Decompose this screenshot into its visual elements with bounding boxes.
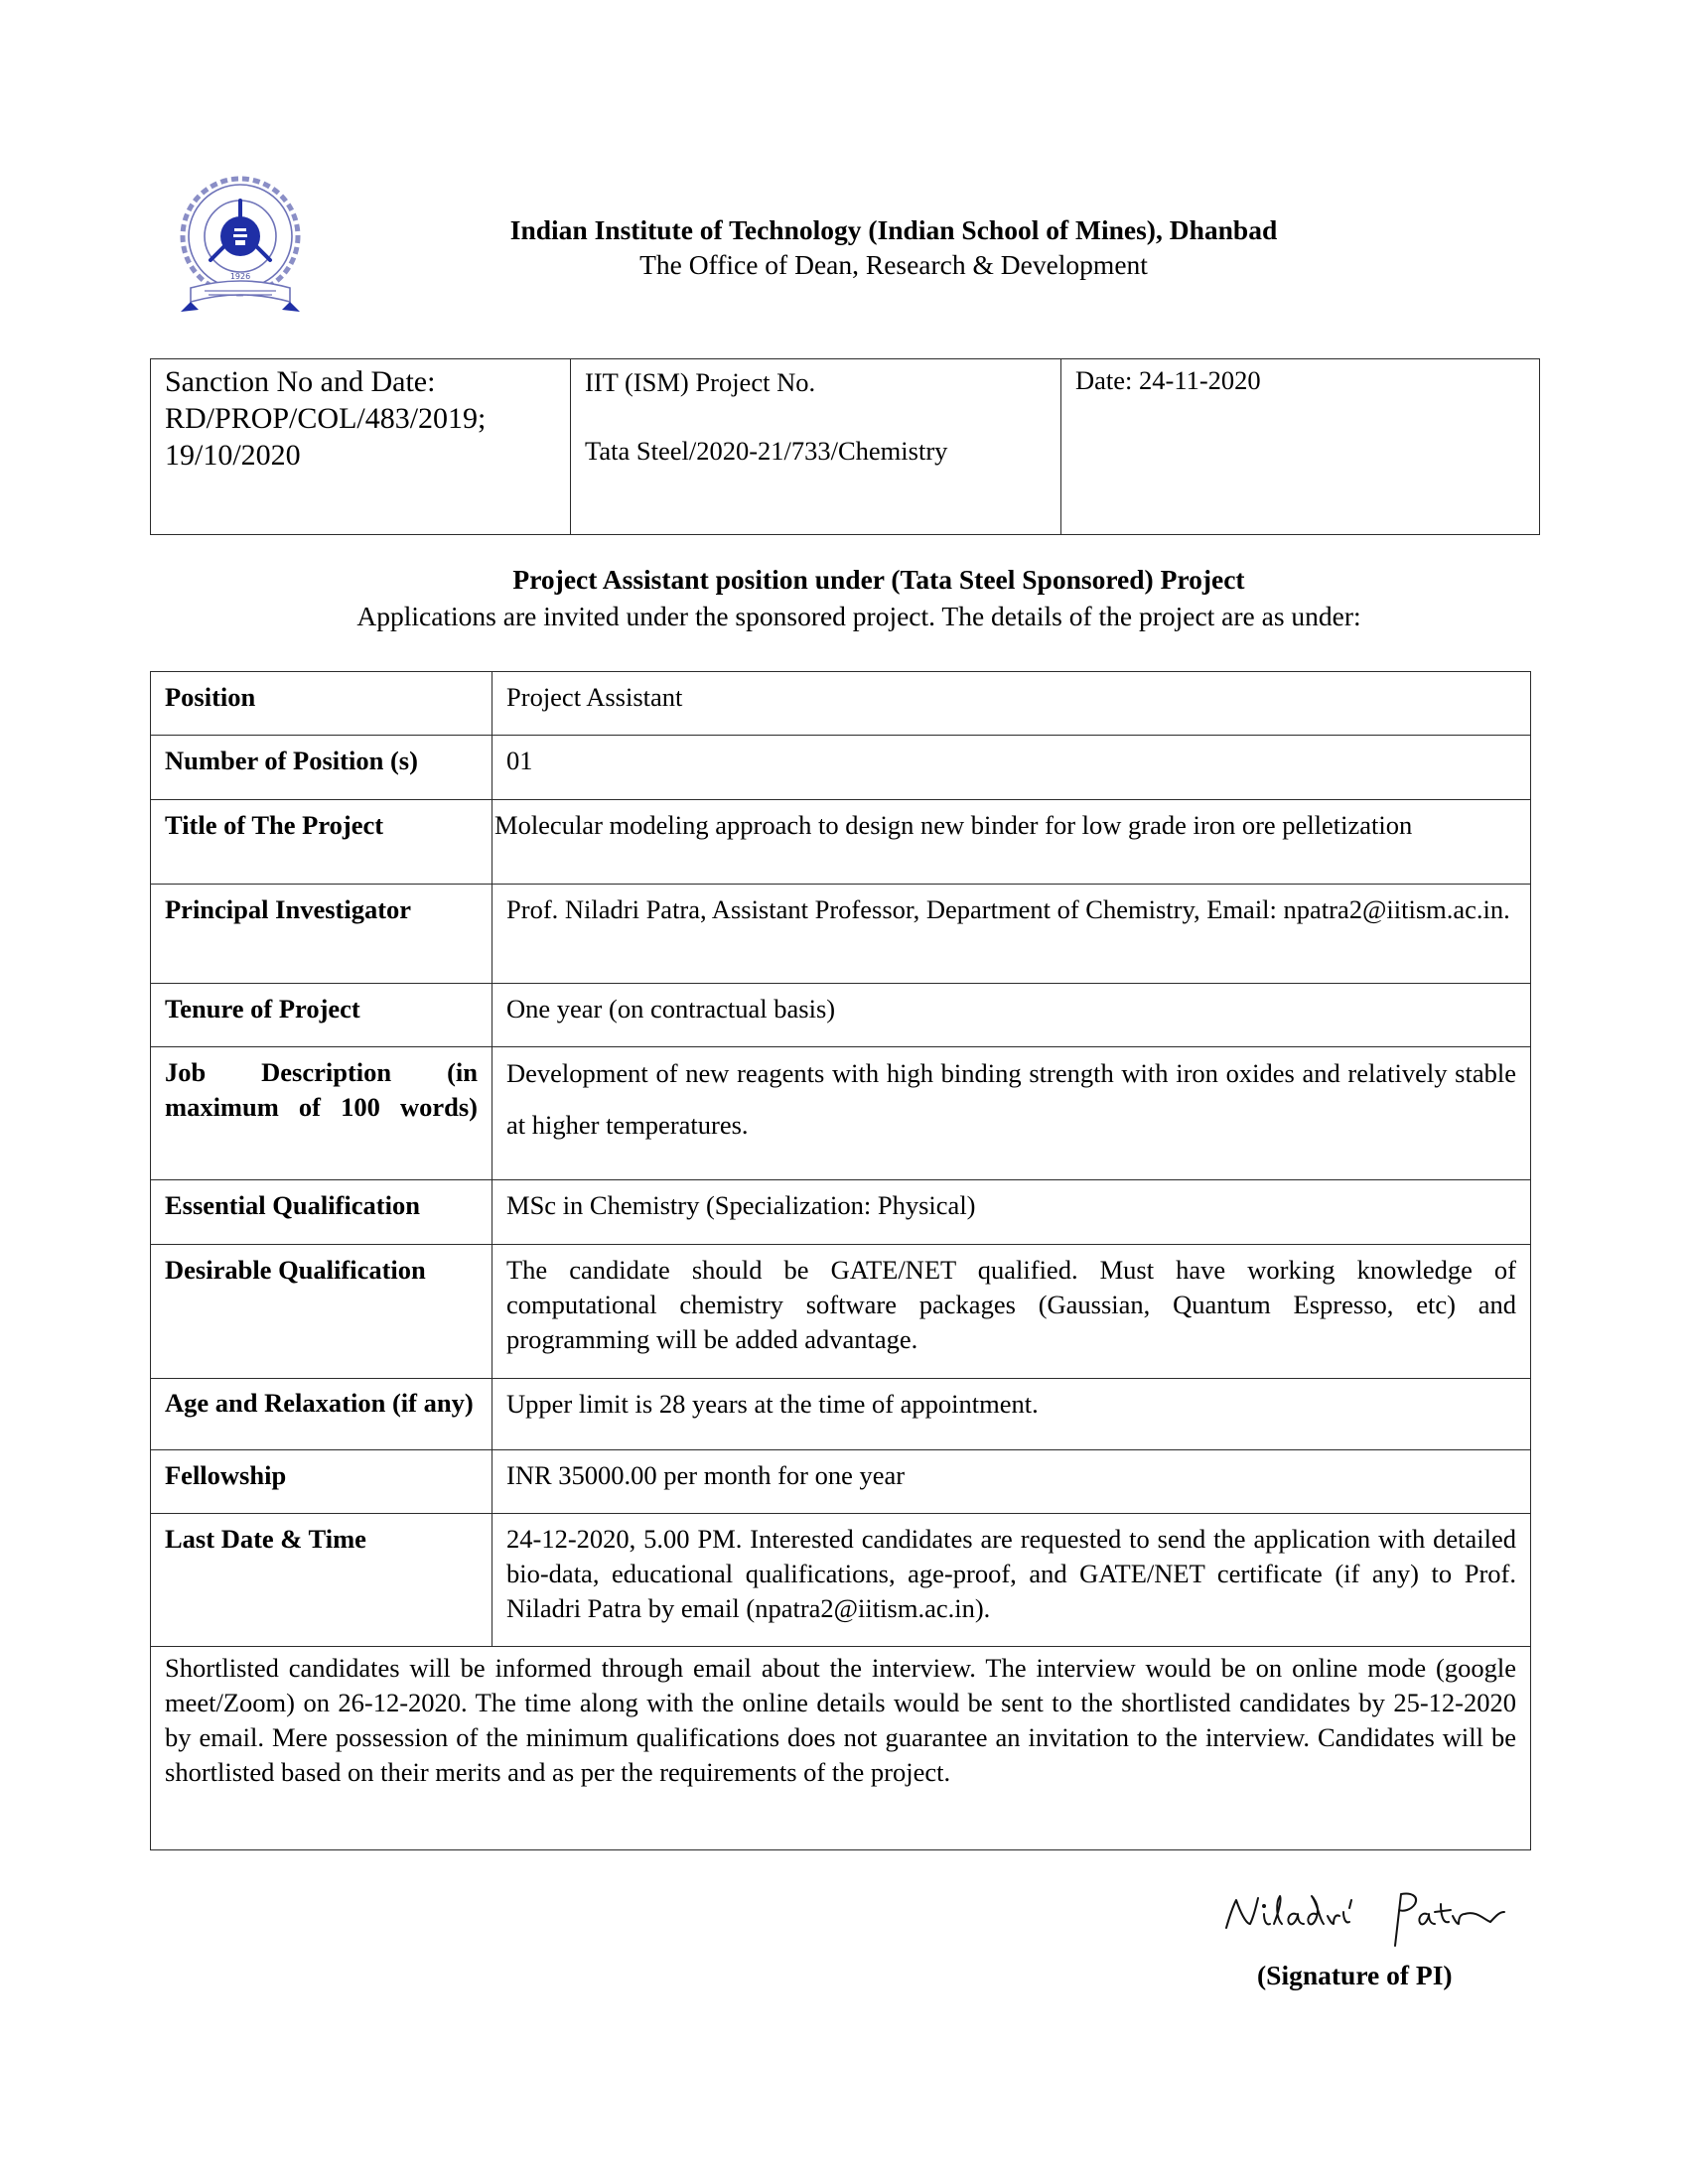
- details-row-tenure: [151, 984, 1531, 1047]
- row-value: Molecular modeling approach to design new binder for low grade iron ore pelletization: [492, 800, 1531, 885]
- row-value: Prof. Niladri Patra, Assistant Professor, Department of Chemistry, Email: npatra2@iitism.ac.in.: [492, 885, 1531, 984]
- details-row-last-date: [151, 1514, 1531, 1647]
- institute-name: Indian Institute of Technology (Indian School of Mines), Dhanbad: [509, 214, 1278, 245]
- sanction-date: 19/10/2020: [165, 439, 301, 472]
- details-row-project-title: [151, 800, 1531, 885]
- details-row-job-description: [151, 1047, 1531, 1180]
- sanction-row: [151, 359, 1540, 535]
- notice-intro: Applications are invited under the sponsored project. The details of the project are as under:: [356, 601, 1361, 631]
- details-table: [150, 671, 1531, 1850]
- row-label: [151, 1047, 492, 1180]
- sanction-number: RD/PROP/COL/483/2019;: [165, 402, 487, 435]
- details-row-footnote: [151, 1647, 1531, 1850]
- row-value: Development of new reagents with high binding strength with iron oxides and relatively stable at higher temperatures.: [492, 1047, 1531, 1180]
- details-row-principal-investigator: [151, 885, 1531, 984]
- handwritten-signature-icon: [1216, 1884, 1514, 1950]
- iit-ism-emblem-icon: [171, 171, 310, 325]
- row-label: Last Date & Time: [151, 1514, 492, 1647]
- row-label: Number of Position (s): [151, 736, 492, 800]
- row-label-text: Job Description (in maximum of 100 words): [165, 1057, 478, 1122]
- row-label: Principal Investigator: [151, 885, 492, 984]
- row-value: 24-12-2020, 5.00 PM. Interested candidates are requested to send the application with detailed bio-data, educational qualifications, age-proof, and GATE/NET certificate (if any) to Prof. Niladri Patra by email (npatra2@iitism.ac.in).: [492, 1514, 1531, 1647]
- details-row-desirable-qualification: [151, 1245, 1531, 1379]
- row-value: The candidate should be GATE/NET qualified. Must have working knowledge of computational chemistry software packages (Gaussian, Quantum Espresso, etc) and programming will be added advantage.: [492, 1245, 1531, 1379]
- date-cell: [1061, 359, 1540, 535]
- sanction-label: Sanction No and Date:: [165, 365, 436, 398]
- row-value: MSc in Chemistry (Specialization: Physical): [492, 1180, 1531, 1245]
- row-label: Age and Relaxation (if any): [151, 1379, 492, 1450]
- project-number-label: IIT (ISM) Project No.: [585, 367, 816, 397]
- row-label: Tenure of Project: [151, 984, 492, 1047]
- project-number: Tata Steel/2020-21/733/Chemistry: [585, 436, 948, 466]
- row-value: One year (on contractual basis): [492, 984, 1531, 1047]
- details-row-age-relaxation: [151, 1379, 1531, 1450]
- notice-date: Date: 24-11-2020: [1075, 365, 1261, 395]
- details-row-essential-qualification: [151, 1180, 1531, 1245]
- row-label: Title of The Project: [151, 800, 492, 885]
- details-row-fellowship: [151, 1450, 1531, 1514]
- row-value: INR 35000.00 per month for one year: [492, 1450, 1531, 1514]
- row-label: Position: [151, 672, 492, 736]
- logo-year: 1926: [229, 272, 251, 281]
- project-number-cell: [571, 359, 1061, 535]
- sanction-table: [150, 358, 1540, 535]
- office-name: The Office of Dean, Research & Development: [639, 249, 1148, 280]
- interview-note: Shortlisted candidates will be informed through email about the interview. The interview would be on online mode (google meet/Zoom) on 26-12-2020. The time along with the online details would be sent to the shortlisted candidates by 25-12-2020 by email. Mere possession of the minimum qualifications does not guarantee an invitation to the interview. Candidates will be shortlisted based on their merits and as per the requirements of the project.: [151, 1647, 1531, 1850]
- row-value: 01: [492, 736, 1531, 800]
- row-label: Fellowship: [151, 1450, 492, 1514]
- notice-title: Project Assistant position under (Tata Steel Sponsored) Project: [512, 564, 1245, 595]
- pi-signature: [1216, 1884, 1514, 1950]
- signature-label: (Signature of PI): [1257, 1960, 1453, 1990]
- row-label: Desirable Qualification: [151, 1245, 492, 1379]
- details-row-number-of-positions: [151, 736, 1531, 800]
- row-label: Essential Qualification: [151, 1180, 492, 1245]
- institute-logo: [171, 171, 310, 325]
- row-value: Upper limit is 28 years at the time of appointment.: [492, 1379, 1531, 1450]
- sanction-cell: [151, 359, 571, 535]
- row-value: Project Assistant: [492, 672, 1531, 736]
- details-row-position: [151, 672, 1531, 736]
